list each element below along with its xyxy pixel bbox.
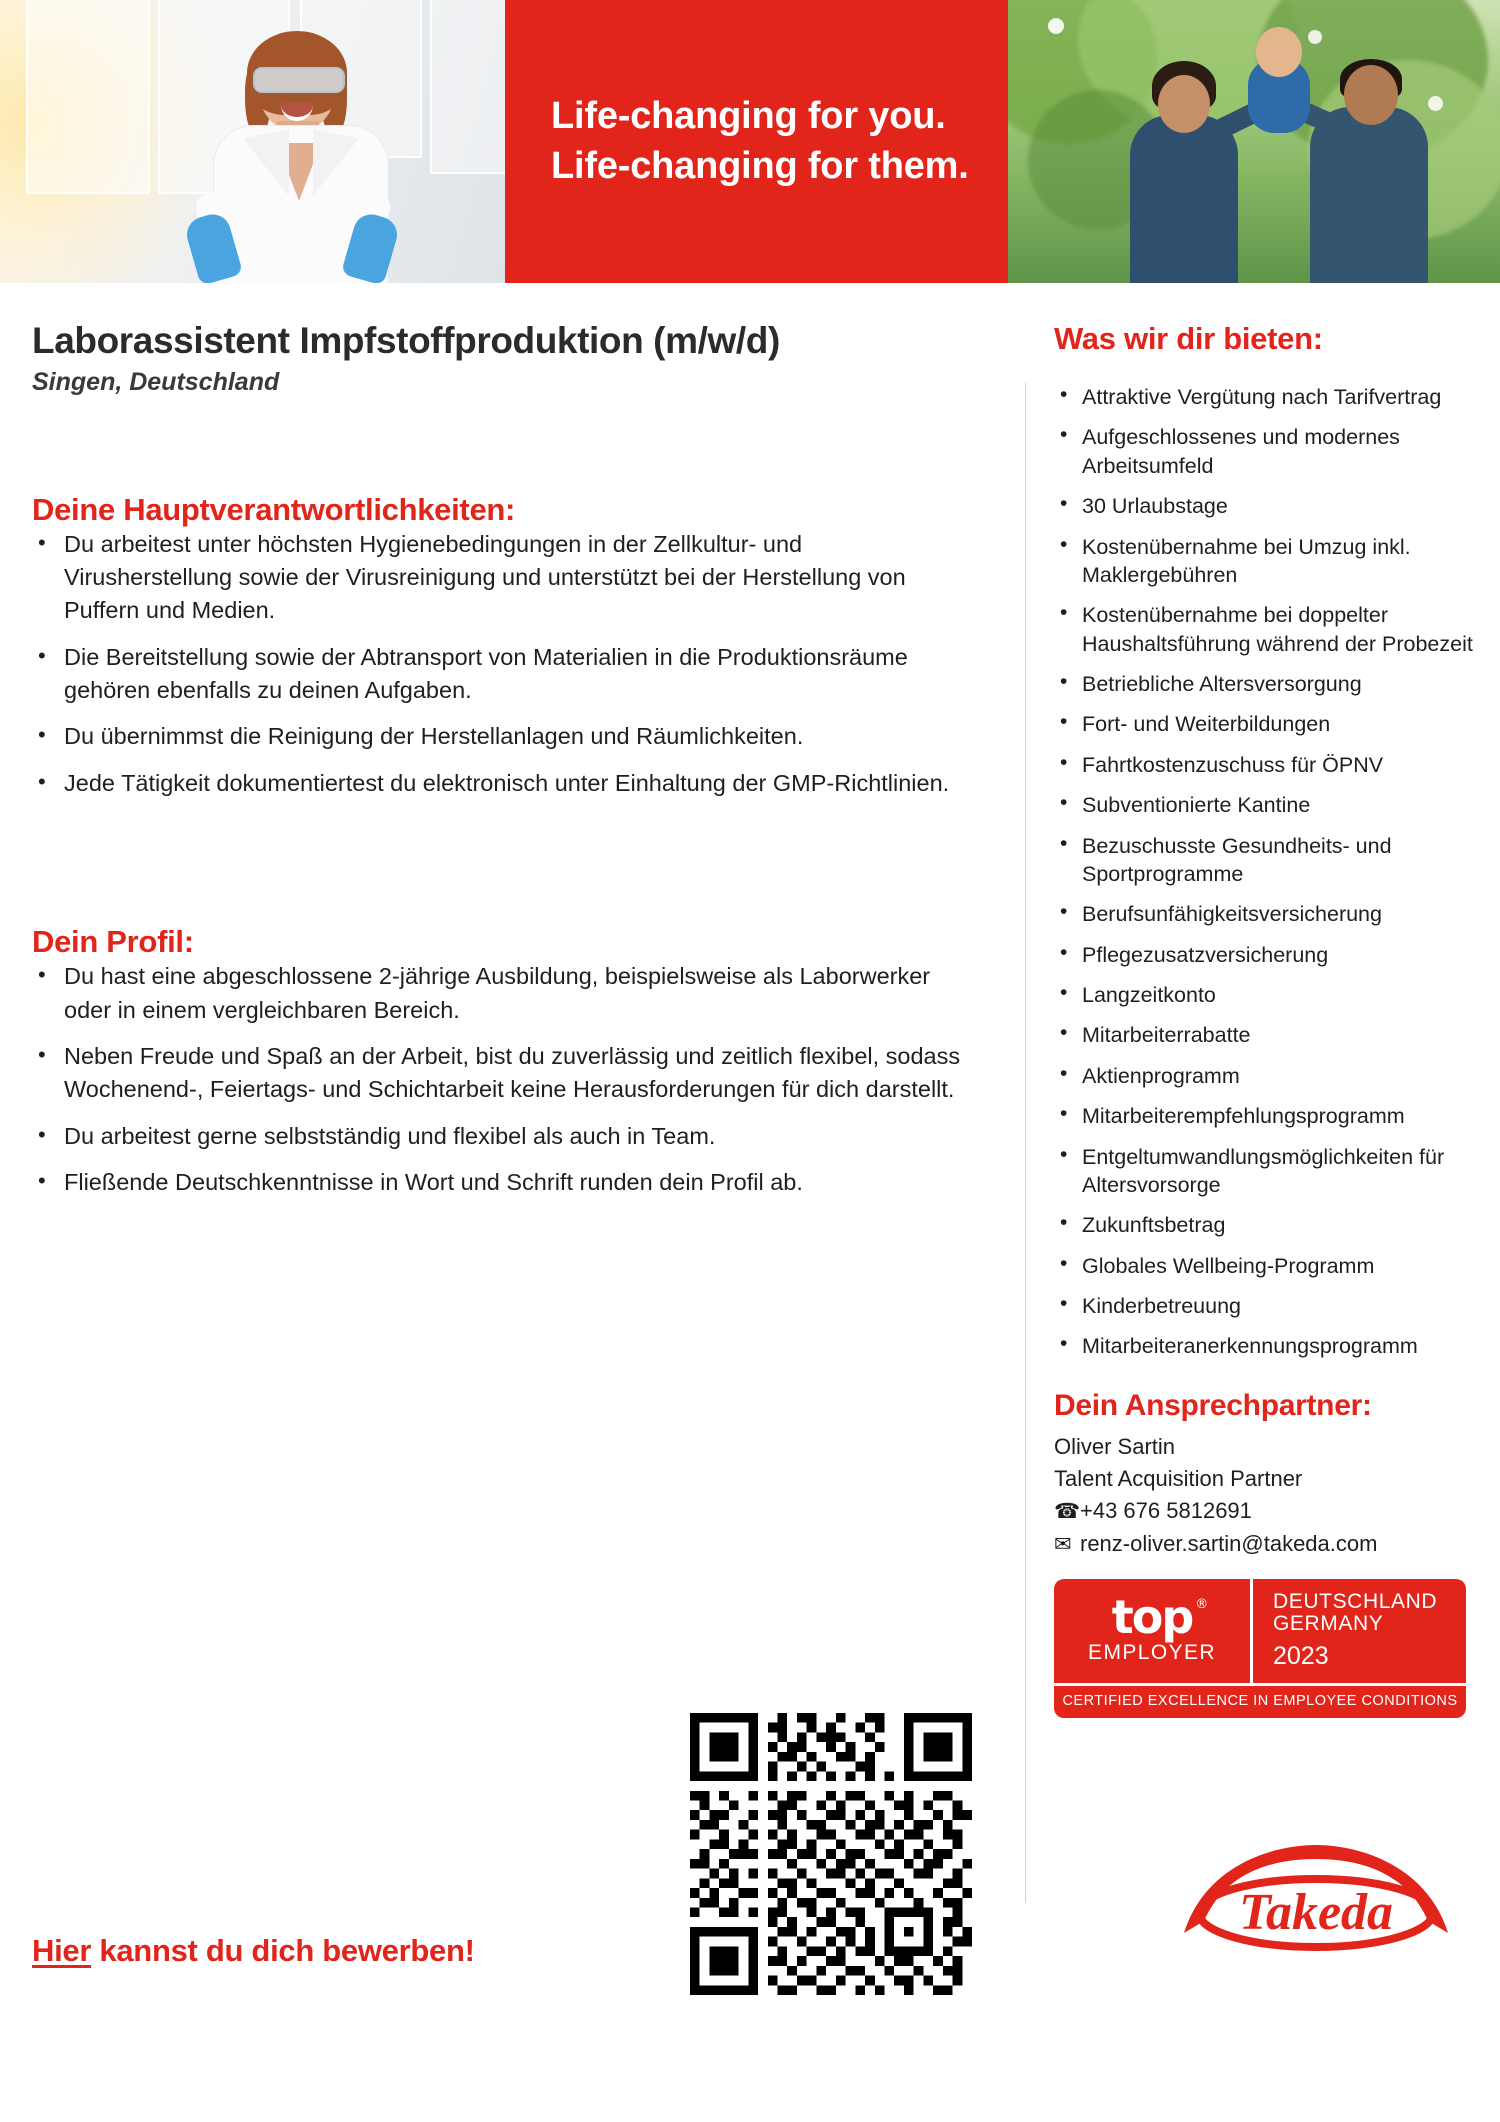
badge-caption: CERTIFIED EXCELLENCE IN EMPLOYEE CONDITIONS — [1054, 1683, 1466, 1718]
lab-window-pane — [26, 0, 150, 194]
apply-link-rest: kannst du dich bewerben! — [91, 1933, 475, 1968]
registered-mark-icon: ® — [1195, 1597, 1207, 1613]
contact-email-value[interactable]: renz-oliver.sartin@takeda.com — [1080, 1530, 1378, 1556]
list-item: • Kinderbetreuung — [1054, 1292, 1480, 1320]
list-item: • Langzeitkonto — [1054, 981, 1480, 1009]
list-item: • Du übernimmst die Reinigung der Herstellanlagen und Räumlichkeiten. — [32, 720, 975, 753]
family-figures — [1128, 48, 1428, 283]
takeda-logo — [1166, 1841, 1466, 1959]
list-item: • Attraktive Vergütung nach Tarifvertrag — [1054, 383, 1480, 411]
list-item: • Fließende Deutschkenntnisse in Wort und Schrift runden dein Profil ab. — [32, 1166, 975, 1199]
benefits-heading: Was wir dir bieten: — [1054, 321, 1323, 356]
scientist-figure — [185, 33, 415, 283]
qr-code[interactable] — [690, 1713, 972, 2000]
apply-link-underlined-word[interactable]: Hier — [32, 1933, 92, 1968]
list-item: • Kostenübernahme bei doppelter Haushaltsführung während der Probezeit — [1054, 601, 1480, 658]
contact-phone-value[interactable]: +43 676 5812691 — [1080, 1498, 1252, 1524]
hero-banner — [0, 0, 1500, 283]
apply-link[interactable] — [32, 1933, 475, 1969]
list-item: • Pflegezusatzversicherung — [1054, 941, 1480, 969]
job-location: Singen, Deutschland — [32, 367, 280, 396]
responsibilities-heading: Deine Hauptverantwortlichkeiten: — [32, 491, 516, 527]
telephone-icon: ☎ — [1054, 1500, 1081, 1524]
hero-image-scientist — [0, 0, 505, 283]
list-item: • Aktienprogramm — [1054, 1062, 1480, 1090]
tagline-line-2: Life-changing for them. — [551, 144, 969, 187]
takeda-wordmark: Takeda — [1238, 1884, 1394, 1941]
contact-heading: Dein Ansprechpartner: — [1054, 1388, 1372, 1422]
list-item: • Betriebliche Altersversorgung — [1054, 670, 1480, 698]
list-item: • Du hast eine abgeschlossene 2-jährige Ausbildung, beispielsweise als Laborwerker oder in einem vergleichbaren Bereich. — [32, 960, 975, 1027]
page-title: Laborassistent Impfstoffproduktion (m/w/d) — [32, 320, 780, 361]
list-item: • Die Bereitstellung sowie der Abtransport von Materialien in die Produktionsräume gehören ebenfalls zu deinen Aufgaben. — [32, 641, 975, 708]
lab-window-pane — [430, 0, 505, 174]
list-item: • Fort- und Weiterbildungen — [1054, 710, 1480, 738]
list-item: • Bezuschusste Gesundheits- und Sportprogramme — [1054, 832, 1480, 889]
safety-goggles-icon — [253, 67, 345, 93]
list-item: • Mitarbeiterempfehlungsprogramm — [1054, 1102, 1480, 1130]
envelope-icon: ✉ — [1054, 1532, 1072, 1556]
list-item: • Aufgeschlossenes und modernes Arbeitsumfeld — [1054, 423, 1480, 480]
responsibilities-list — [32, 528, 975, 801]
contact-role: Talent Acquisition Partner — [1054, 1465, 1303, 1491]
contact-phone-row — [1054, 1497, 1480, 1526]
right-column — [1026, 283, 1500, 1718]
badge-country-en: GERMANY — [1273, 1611, 1384, 1635]
list-item: • Du arbeitest unter höchsten Hygienebedingungen in der Zellkultur- und Virusherstellung sowie der Virusreinigung und unterstützt bei der Herstellung von Puffern und Medien. — [32, 528, 975, 628]
qr-code-image[interactable] — [690, 1713, 972, 1995]
contact-email-row — [1054, 1530, 1480, 1559]
list-item: • Globales Wellbeing-Programm — [1054, 1252, 1480, 1280]
list-item: • 30 Urlaubstage — [1054, 492, 1480, 520]
takeda-logo-image — [1166, 1841, 1466, 1959]
list-item: • Berufsunfähigkeitsversicherung — [1054, 900, 1480, 928]
job-posting-body — [0, 283, 1500, 1969]
list-item: • Fahrtkostenzuschuss für ÖPNV — [1054, 751, 1480, 779]
benefits-list — [1054, 383, 1480, 1361]
list-item: • Du arbeitest gerne selbstständig und flexibel als auch in Team. — [32, 1120, 975, 1153]
badge-employer-word: EMPLOYER — [1088, 1640, 1216, 1664]
profile-heading: Dein Profil: — [32, 924, 194, 960]
left-column — [0, 283, 1025, 1212]
badge-country-area — [1253, 1579, 1466, 1683]
list-item: • Jede Tätigkeit dokumentiertest du elektronisch unter Einhaltung der GMP-Richtlinien. — [32, 767, 975, 800]
badge-logo-area — [1054, 1579, 1253, 1683]
list-item: • Zukunftsbetrag — [1054, 1211, 1480, 1239]
list-item: • Mitarbeiteranerkennungsprogramm — [1054, 1332, 1480, 1360]
contact-name: Oliver Sartin — [1054, 1433, 1176, 1459]
hero-image-family — [1008, 0, 1500, 283]
badge-top-word: top ® — [1111, 1590, 1207, 1645]
list-item: • Kostenübernahme bei Umzug inkl. Maklergebühren — [1054, 533, 1480, 590]
list-item: • Entgeltumwandlungsmöglichkeiten für Altersvorsorge — [1054, 1143, 1480, 1200]
badge-year: 2023 — [1273, 1641, 1329, 1670]
hero-tagline-panel — [505, 0, 1008, 283]
list-item: • Neben Freude und Spaß an der Arbeit, bist du zuverlässig und zeitlich flexibel, sodass Wochenend-, Feiertags- und Schichtarbeit keine Herausforderungen für dich darstellt. — [32, 1040, 975, 1107]
list-item: • Mitarbeiterrabatte — [1054, 1021, 1480, 1049]
list-item: • Subventionierte Kantine — [1054, 791, 1480, 819]
profile-list — [32, 960, 975, 1199]
top-employer-badge — [1054, 1579, 1466, 1718]
tagline-line-1: Life-changing for you. — [551, 95, 946, 138]
badge-country-de: DEUTSCHLAND — [1273, 1589, 1438, 1613]
